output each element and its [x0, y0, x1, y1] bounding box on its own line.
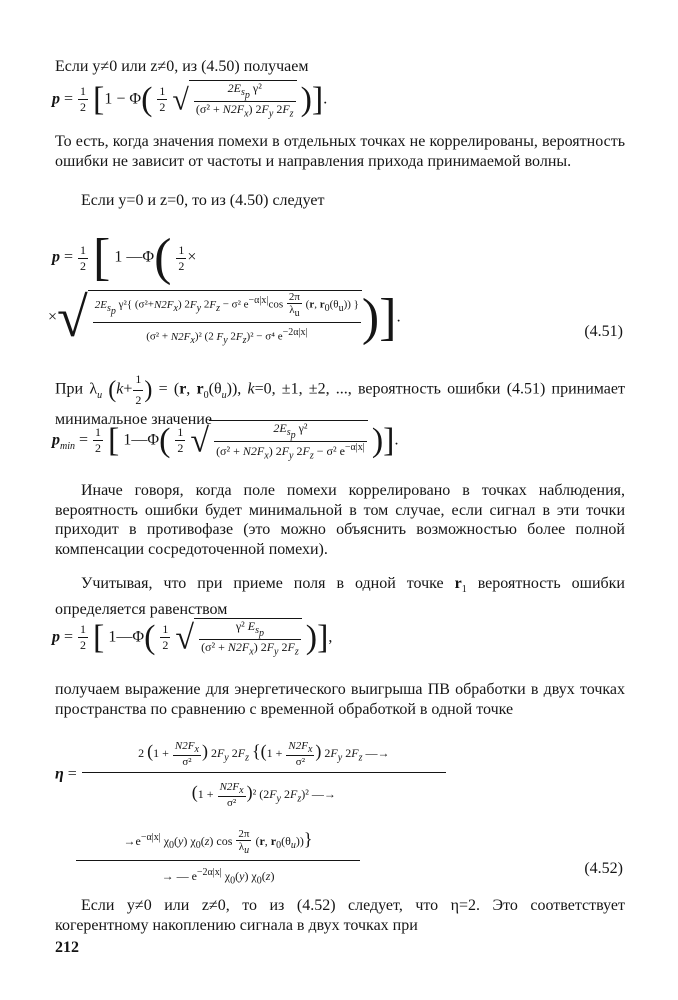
equation-4-51-line1: p = $\frac{1}{2}$ [ 1 —Φ( $\frac{1}{2}$ ×: [52, 229, 197, 286]
paragraph-correlated-noise: Иначе говоря, когда поле помехи коррелировано в точках наблюдения, вероятность ошибки будет минимальной в том случае, если сигнал в эти точки приходит в противофазе (это можно объяснить возможностью более полной компенсации сосредоточенной помехи).: [55, 482, 625, 558]
paragraph-single-point: Учитывая, что при приеме поля в одной точке $r_1$ вероятность ошибки определяется равенством: [55, 575, 625, 618]
page-number: 212: [55, 939, 79, 956]
paragraph-uncorrelated-explanation: То есть, когда значения помехи в отдельных точках не коррелированы, вероятность ошибки не зависит от частоты и направления прихода принимаемой волны.: [55, 133, 625, 170]
equation-p-uncorrelated: p = $\frac{1}{2}$ [1 − Φ( $\frac{1}{2}$ √ $\frac{2E_{s_p} \gamma^2}{(\sigma^2 + N2F_x) 2F_y 2F_z}$ )].: [52, 80, 328, 120]
paragraph-energy-gain: получаем выражение для энергетического выигрыша ПВ обработки в двух точках пространства по сравнению с временной обработкой в одной точке: [55, 681, 625, 718]
paragraph-intro: Если y≠0 или z≠0, из (4.50) получаем: [55, 58, 309, 75]
equation-number-4-52: (4.52): [584, 860, 623, 877]
equation-4-52-bottom: $\to e^{-\alpha|x|}$ $\chi_0(y)$ $\chi_0(z)$ cos $\frac{2\pi}{\lambda_u}$ (r, $r_0(\theta_u)$)} → — $e^{-2\alpha|x|}$ $\chi_0(y)$ $\chi_0(z)$: [75, 828, 361, 887]
equation-p-single-point: p = $\frac{1}{2}$ [ 1—Φ( $\frac{1}{2}$ √ $\frac{\gamma^2 E_{s_p}}{(\sigma^2 + N2F_x) 2F_y 2F_z}$ )],: [52, 618, 333, 658]
equation-4-51-line2: ×√ $2E_{s_p}$ γ²{ $(\sigma^2+N2F_x)$ $2F_y$ $2F_z - \sigma^2$ $e^{-\alpha|x|}\cos$ $\frac{2\pi}{\lambda_u}$ (r, $r_0(\theta_u)$) } $(\sigma^2 + N2F_x)^2$ (2 $F_y$ $2F_z)^2 - \sigma^4$ $e^{-2\alpha|x|}$ )].: [48, 287, 401, 350]
equation-p-min: $p_{min}$ = $\frac{1}{2}$ [ 1—Φ( $\frac{1}{2}$ √ $\frac{2E_{s_p} \gamma^2}{(\sigma^2 + N2F_x) 2F_y 2F_z - \sigma^2 e^{-\alpha|x|}}$ )].: [52, 421, 399, 462]
equation-4-52-top: η = 2 (1 + $\frac{N2F_x}{\text{σ²}}$ ) $2F_y$ $2F_z$ {(1 + $\frac{N2F_x}{\text{σ²}}$ ) $2F_y$ $2F_z$ —→ (1 + $\frac{N2F_x}{\text{σ²}}$ )² ($2F_y$ $2F_z)^2$ —→: [55, 740, 447, 809]
paragraph-y0-z0: Если y=0 и z=0, то из (4.50) следует: [81, 192, 325, 209]
equation-number-4-51: (4.51): [584, 323, 623, 340]
paragraph-minimum-condition: При $\lambda_u$ (k+ $\frac{1}{2}$ ) = (r, $r_0(\theta_u)$), k=0, ±1, ±2, ..., вероятность ошибки (4.51) принимает минимальное значение: [55, 372, 626, 428]
paragraph-coherent-accumulation: Если y≠0 или z≠0, то из (4.52) следует, что η=2. Это соответствует когерентному накоплению сигнала в двух точках при: [55, 897, 625, 934]
